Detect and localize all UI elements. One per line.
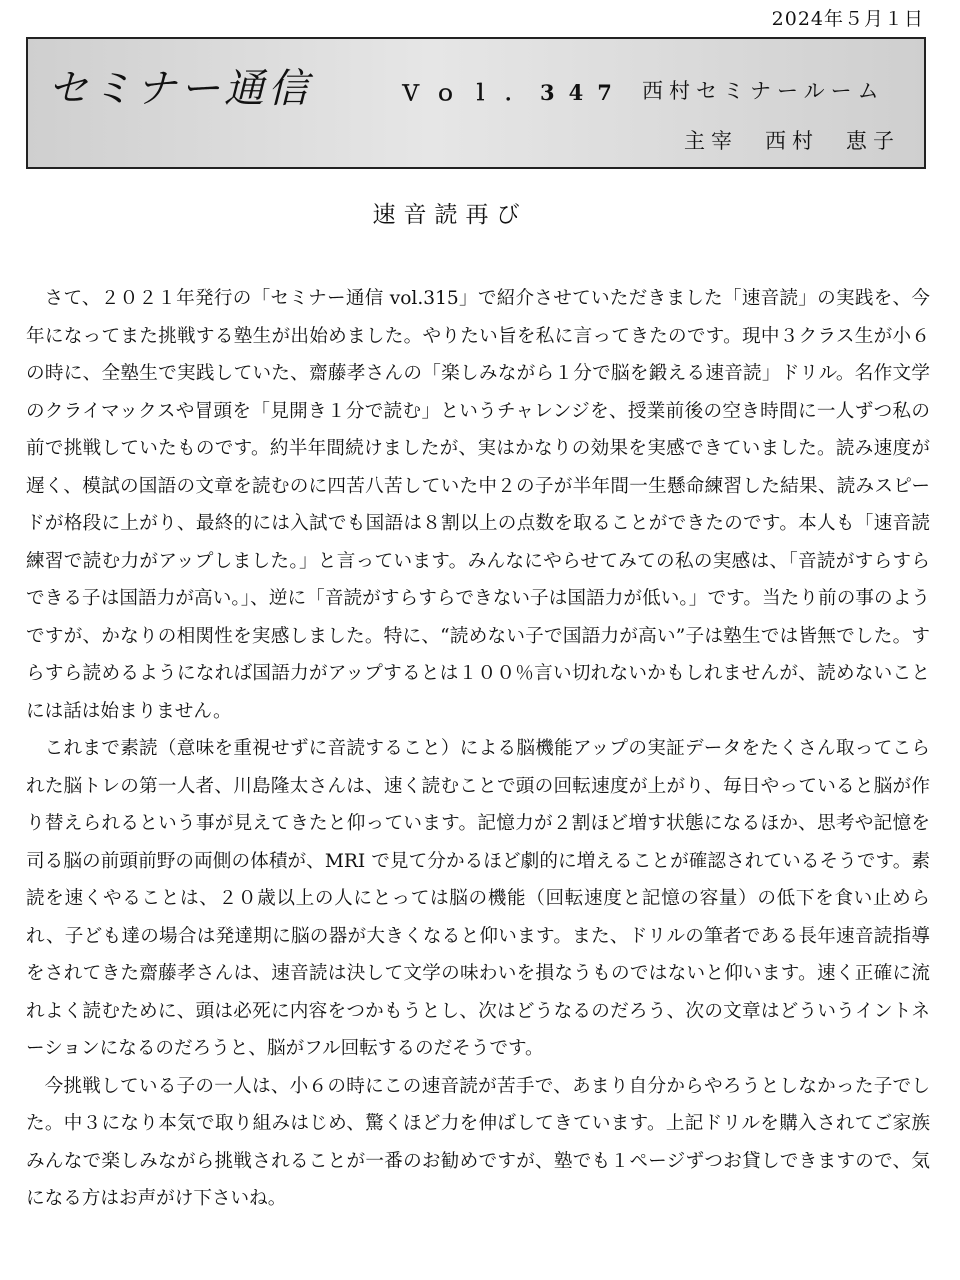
owner-name: 主宰 西村 恵子 <box>684 129 900 153</box>
organization-name: 西村セミナールーム <box>642 79 885 103</box>
article-title: 速音読再び <box>372 202 528 228</box>
volume-number: Ｖｏｌ．347 <box>400 80 626 105</box>
article-paragraph: これまで素読（意味を重視せずに音読すること）による脳機能アップの実証データをたくさん取ってこられた脳トレの第一人者、川島隆太さんは、速く読むことで頭の回転速度が上がり、毎日やっていると脳が作り替えられるという事が見えてきたと仰っています。記憶力が２割ほど増す状態になるほか、思考や記憶を司る脳の前頭前野の両側の体積が、MRI で見て分かるほど劇的に増えることが確認されているそうです。素読を速くやることは、２０歳以上の人にとっては脳の機能（回転速度と記憶の容量）の低下を食い止められ、子ども達の場合は発達期に脳の器が大きくなると仰います。また、ドリルの筆者である長年速音読指導をされてきた齋藤孝さんは、速音読は決して文学の味わいを損なうものではないと仰います。速く正確に流れよく読むために、頭は必死に内容をつかもうとし、次はどうなるのだろう、次の文章はどういうイントネーションになるのだろうと、脳がフル回転するのだそうです。 <box>26 738 930 1059</box>
article-paragraph: さて、２０２１年発行の「セミナー通信 vol.315」で紹介させていただきました「速音読」の実践を、今年になってまた挑戦する塾生が出始めました。やりたい旨を私に言ってきたのです。現中３クラス生が小６の時に、全塾生で実践していた、齋藤孝さんの「楽しみながら１分で脳を鍛える速音読」ドリル。名作文学のクライマックスや冒頭を「見開き１分で読む」というチャレンジを、授業前後の空き時間に一人ずつ私の前で挑戦していたものです。約半年間続けましたが、実はかなりの効果を実感できていました。読み速度が遅く、模試の国語の文章を読むのに四苦八苦していた中２の子が半年間一生懸命練習した結果、読みスピードが格段に上がり、最終的には入試でも国語は８割以上の点数を取ることができたのです。本人も「速音読練習で読む力がアップしました。」と言っています。みんなにやらせてみての私の実感は、「音読がすらすらできる子は国語力が高い。」、逆に「音読がすらすらできない子は国語力が低い。」です。当たり前の事のようですが、かなりの相関性を実感しました。特に、“読めない子で国語力が高い”子は塾生では皆無でした。すらすら読めるようになれば国語力がアップするとは１００％言い切れないかもしれませんが、読めないことには話は始まりません。 <box>26 288 930 722</box>
newsletter-header <box>26 37 926 169</box>
newsletter-masthead: セミナー通信 <box>48 66 312 112</box>
article-body <box>26 280 930 1218</box>
article-paragraph: 今挑戦している子の一人は、小６の時にこの速音読が苦手で、あまり自分からやろうとしなかった子でした。中３になり本気で取り組みはじめ、驚くほど力を伸ばしてきています。上記ドリルを購入されてご家族みんなで楽しみながら挑戦されることが一番のお勧めですが、塾でも１ページずつお貸しできますので、気になる方はお声がけ下さいね。 <box>26 1075 930 1209</box>
issue-date: 2024年５月１日 <box>771 8 924 30</box>
